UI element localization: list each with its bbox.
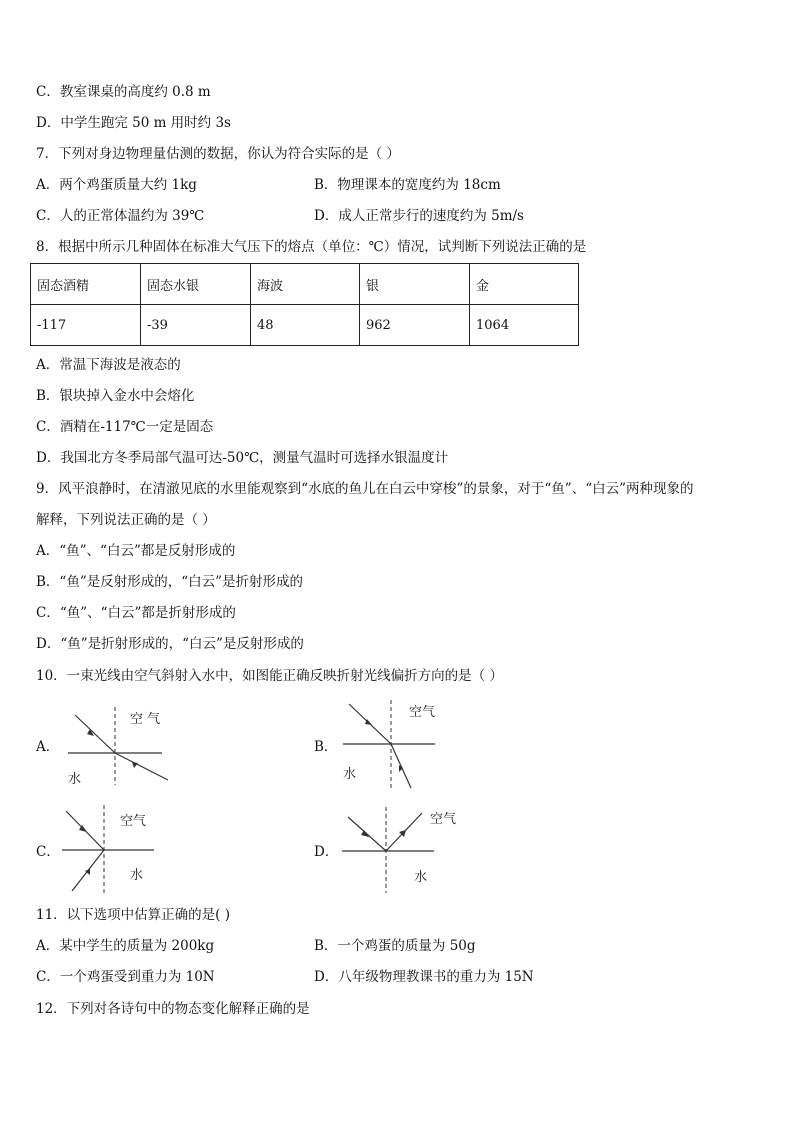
table-cell: 48	[251, 305, 360, 346]
q7-option-d: D．成人正常步行的速度约为 5m/s	[314, 208, 524, 224]
q11-option-d: D．八年级物理教课书的重力为 15N	[314, 969, 534, 985]
q8-option-d: D．我国北方冬季局部气温可达-50℃，测量气温时可选择水银温度计	[36, 450, 449, 466]
q11-option-c: C．一个鸡蛋受到重力为 10N	[36, 969, 215, 985]
table-cell: 1064	[470, 305, 579, 346]
q9-option-c: C．“鱼”、“白云”都是折射形成的	[36, 605, 236, 621]
table-cell: 固态酒精	[31, 264, 141, 305]
table-cell: 海波	[251, 264, 360, 305]
q7-option-a: A．两个鸡蛋质量大约 1kg	[36, 177, 197, 193]
q8-option-c: C．酒精在-117℃一定是固态	[36, 419, 214, 435]
table-cell: 962	[360, 305, 470, 346]
q10-option-c-label: C．	[36, 844, 60, 860]
air-label: 空 气	[130, 712, 161, 727]
q7-option-c: C．人的正常体温约为 39℃	[36, 208, 205, 224]
table-cell: -117	[31, 305, 141, 346]
water-label: 水	[68, 772, 82, 787]
q8-option-a: A．常温下海波是液态的	[36, 357, 181, 373]
melting-point-table	[30, 263, 579, 346]
q7-stem: 7．下列对身边物理量估测的数据，你认为符合实际的是（ ）	[36, 146, 400, 162]
table-row	[31, 305, 579, 346]
refraction-diagram-b	[335, 698, 445, 793]
q10-option-d-label: D．	[314, 844, 339, 860]
q9-option-d: D．“鱼”是折射形成的，“白云”是反射形成的	[36, 636, 304, 652]
q9-option-a: A．“鱼”、“白云”都是反射形成的	[36, 543, 236, 559]
refraction-diagram-c	[58, 803, 178, 898]
water-label: 水	[130, 868, 144, 883]
water-label: 水	[414, 870, 428, 885]
air-label: 空气	[120, 814, 147, 829]
q6-option-c: C．教室课桌的高度约 0.8 m	[36, 84, 211, 100]
q11-option-b: B．一个鸡蛋的质量为 50g	[314, 938, 476, 954]
q10-stem: 10．一束光线由空气斜射入水中，如图能正确反映折射光线偏折方向的是（ ）	[36, 668, 503, 684]
q6-option-d: D．中学生跑完 50 m 用时约 3s	[36, 115, 231, 131]
q9-option-b: B．“鱼”是反射形成的，“白云”是折射形成的	[36, 574, 304, 590]
table-cell: 金	[470, 264, 579, 305]
q12-stem: 12．下列对各诗句中的物态变化解释正确的是	[36, 1001, 310, 1017]
water-label: 水	[343, 767, 357, 782]
q10-option-b-label: B．	[314, 739, 338, 755]
air-label: 空气	[409, 705, 436, 720]
air-label: 空气	[430, 812, 457, 827]
q8-stem: 8．根据中所示几种固体在标准大气压下的熔点（单位：℃）情况，试判断下列说法正确的是	[36, 239, 587, 255]
table-cell: 银	[360, 264, 470, 305]
table-cell: -39	[141, 305, 251, 346]
q7-option-b: B．物理课本的宽度约为 18cm	[314, 177, 501, 193]
refraction-diagram-d	[338, 805, 468, 895]
table-cell: 固态水银	[141, 264, 251, 305]
q9-stem-line1: 9．风平浪静时，在清澈见底的水里能观察到“水底的鱼儿在白云中穿梭”的景象，对于“鱼”、“白云”两种现象的	[36, 481, 694, 497]
q9-stem-line2: 解释，下列说法正确的是（ ）	[36, 512, 216, 528]
refraction-diagram-a	[60, 705, 180, 790]
q11-option-a: A．某中学生的质量为 200kg	[36, 938, 215, 954]
q8-option-b: B．银块掉入金水中会熔化	[36, 388, 195, 404]
table-header-row	[31, 264, 579, 305]
q10-option-a-label: A．	[36, 739, 60, 755]
q11-stem: 11．以下选项中估算正确的是( )	[36, 907, 231, 923]
